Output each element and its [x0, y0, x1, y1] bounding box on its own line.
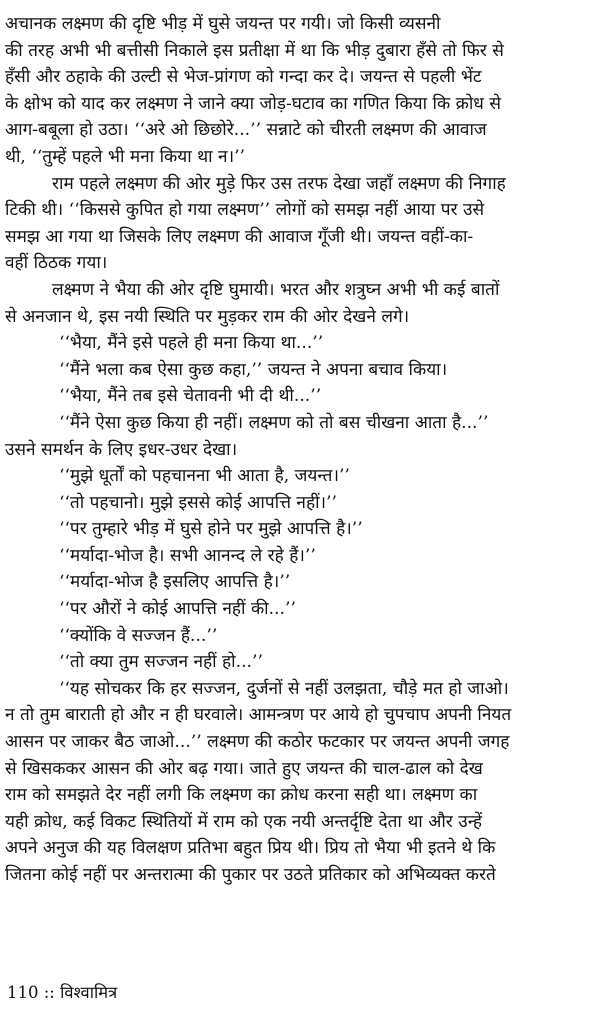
- dialogue-line: ‘‘भैया, मैंने तब इसे चेतावनी भी दी थी...’’: [59, 386, 322, 407]
- dialogue-line: ‘‘भैया, मैंने इसे पहले ही मना किया था...’’: [59, 333, 324, 354]
- page-footer: 110 :: विश्वामित्र: [7, 983, 118, 1002]
- text-line: थी, ‘‘तुम्हें पहले भी मना किया था न।’’: [5, 146, 246, 167]
- dialogue-line: ‘‘क्योंकि वे सज्जन हैं...’’: [59, 625, 218, 646]
- dialogue-line: ‘‘पर तुम्हारे भीड़ में घुसे होने पर मुझे आपत्ति है।’’: [59, 519, 363, 540]
- text-line: के क्षोभ को याद कर लक्ष्मण ने जाने क्या जोड़-घटाव का गणित किया कि क्रोध से: [5, 93, 501, 114]
- text-line: टिकी थी। ‘‘किससे कुपित हो गया लक्ष्मण’’ लोगों को समझ नहीं आया पर उसे: [5, 200, 485, 221]
- text-line: वहीं ठिठक गया।: [5, 253, 108, 274]
- dialogue-line: ‘‘मर्यादा-भोज है इसलिए आपत्ति है।’’: [59, 572, 291, 593]
- text-line: राम पहले लक्ष्मण की ओर मुड़े फिर उस तरफ देखा जहाँ लक्ष्मण की निगाह: [52, 173, 506, 194]
- dialogue-line: ‘‘तो क्या तुम सज्जन नहीं हो...’’: [59, 652, 263, 673]
- text-line: की तरह अभी भी बत्तीसी निकाले इस प्रतीक्षा में था कि भीड़ दुबारा हँसे तो फिर से: [5, 40, 504, 61]
- text-line: न तो तुम बाराती हो और न ही घरवाले। आमन्त्रण पर आये हो चुपचाप अपनी नियत: [5, 705, 512, 726]
- text-line: राम को समझते देर नहीं लगी कि लक्ष्मण का क्रोध करना सही था। लक्ष्मण का: [5, 785, 478, 806]
- body-text: [5, 11, 593, 889]
- text-line: अपने अनुज की यह विलक्षण प्रतिभा बहुत प्रिय थी। प्रिय तो भैया भी इतने थे कि: [5, 838, 496, 859]
- text-line: उसने समर्थन के लिए इधर-उधर देखा।: [5, 439, 238, 460]
- text-line: जितना कोई नहीं पर अन्तरात्मा की पुकार पर उठते प्रतिकार को अभिव्यक्त करते: [5, 865, 496, 885]
- dialogue-line: ‘‘मर्यादा-भोज है। सभी आनन्द ले रहे हैं।’’: [59, 545, 316, 566]
- dialogue-line: ‘‘यह सोचकर कि हर सज्जन, दुर्जनों से नहीं उलझता, चौड़े मत हो जाओ।: [59, 678, 509, 699]
- text-line: अचानक लक्ष्मण की दृष्टि भीड़ में घुसे जयन्त पर गयी। जो किसी व्यसनी: [5, 14, 441, 34]
- text-line: हँसी और ठहाके की उल्टी से भेज-प्रांगण को गन्दा कर दे। जयन्त से पहली भेंट: [5, 67, 482, 88]
- text-line: से अनजान थे, इस नयी स्थिति पर मुड़कर राम की ओर देखने लगे।: [5, 306, 410, 327]
- text-line: यही क्रोध, कई विकट स्थितियों में राम को एक नयी अन्तर्दृष्टि देता था और उन्हें: [5, 811, 482, 832]
- dialogue-line: ‘‘मैंने भला कब ऐसा कुछ कहा,’’ जयन्त ने अपना बचाव किया।: [59, 359, 448, 380]
- text-line: आग-बबूला हो उठा। ‘‘अरे ओ छिछोरे...’’ सन्नाटे को चीरती लक्ष्मण की आवाज: [5, 120, 487, 141]
- dialogue-line: ‘‘मुझे धूर्तों को पहचानना भी आता है, जयन्त।’’: [59, 466, 350, 487]
- text-line: से खिसककर आसन की ओर बढ़ गया। जाते हुए जयन्त की चाल-ढाल को देख: [5, 758, 483, 779]
- dialogue-line: ‘‘मैंने ऐसा कुछ किया ही नहीं। लक्ष्मण को तो बस चीखना आता है...’’: [59, 412, 489, 433]
- dialogue-line: ‘‘तो पहचानो। मुझे इससे कोई आपत्ति नहीं।’’: [59, 492, 337, 513]
- text-line: लक्ष्मण ने भैया की ओर दृष्टि घुमायी। भरत और शत्रुघ्न अभी भी कई बातों: [52, 279, 500, 300]
- dialogue-line: ‘‘पर औरों ने कोई आपत्ति नहीं की...’’: [59, 599, 296, 620]
- text-line: समझ आ गया था जिसके लिए लक्ष्मण की आवाज गूँजी थी। जयन्त वहीं-का-: [5, 226, 474, 247]
- text-line: आसन पर जाकर बैठ जाओ...’’ लक्ष्मण की कठोर फटकार पर जयन्त अपनी जगह: [5, 732, 510, 753]
